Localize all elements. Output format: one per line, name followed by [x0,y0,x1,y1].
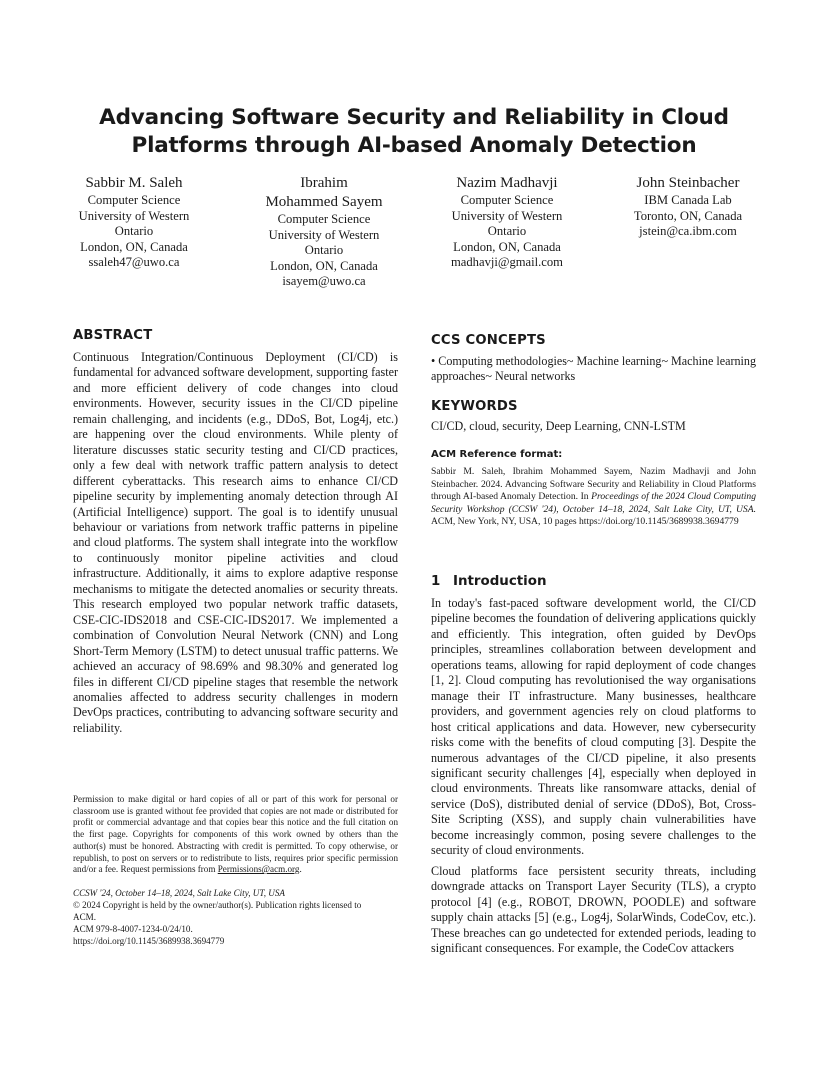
reference-format [431,466,756,529]
author-name: Nazim Madhavji [456,175,558,191]
author-affiliation: Ontario [304,243,344,257]
author-location: London, ON, Canada [270,258,378,273]
permission-email-link[interactable]: Permissions@acm.org [217,864,300,875]
author-name-line-2: Mohammed Sayem [265,194,383,210]
author-affiliation: University of Western [78,208,190,223]
copyright-line: © 2024 Copyright is held by the owner/author(s). Publication rights licensed to ACM. [73,900,362,922]
permission-notice: Permission to make digital or hard copies of all or part of this work for personal or classroom use is granted without fee provided that copies are not made or distributed for profit or commercial advantage and that copies bear this notice and the full citation on the first page. Copyrights for components of this work owned by others than the author(s) must be honored. Abstracting with credit is permitted. To copy otherwise, or republish, to post on servers or to redistribute to lists, requires prior specific permission and/or a fee. Request permissions from Permissions@acm.org. [73,794,398,875]
abstract-text: Continuous Integration/Continuous Deployment (CI/CD) is fundamental for advanced software development, supporting faster and more efficient delivery of code changes into cloud environments. However, security issues in the CI/CD pipeline remain challenging, and incidents (e.g., DDoS, Bot, Log4j, etc.) are happening over the cloud environments. While plenty of literature discusses static security testing and CI/CD practices, only a few deal with network traffic pattern analysis to detect different cyberattacks. This research aims to enhance CI/CD pipeline security by implementing anomaly detection through AI (Artificial Intelligence) support. The goal is to identify unusual behaviour or variations from network traffic patterns in pipeline and cloud platforms. The system shall integrate into the workflow to continuously monitor pipeline activities and cloud infrastructure. Additionally, it aims to explore adaptive response mechanisms to mitigate the detected anomalies or security threats. This research employed two popular network traffic datasets, CSE-CIC-IDS2018 and CSE-CIC-IDS2017. We implemented a combination of Convolution Neural Network (CNN) and Long Short-Term Memory (LSTM) to detect unusual traffic patterns. We achieved an accuracy of 98.69% and 98.30% and generated log files in different CI/CD pipeline stages that resemble the network anomalies affected to address security challenges in modern DevOps practices, contributing to advancing software security and reliability. [73,350,398,735]
ccs-heading: CCS CONCEPTS [431,333,546,348]
introduction-heading [431,574,547,589]
paper-title [60,104,768,160]
author-affiliation: Ontario [487,224,527,238]
reference-heading: ACM Reference format: [431,449,563,460]
reference-authors: Sabbir M. Saleh, Ibrahim Mohammed Sayem, Nazim Madhavji and John Steinbacher. 2024. Advancing Software Security and Reliability in Cloud Platforms through AI-based Anomaly Detection. In [431,466,756,503]
author-email[interactable]: isayem@uwo.ca [282,274,366,288]
author-location: Toronto, ON, Canada [633,208,743,223]
reference-tail: ACM, New York, NY, USA, 10 pages https://doi.org/10.1145/3689938.3694779 [431,516,739,528]
introduction-paragraph-2: Cloud platforms face persistent security threats, including downgrade attacks on Transport Layer Security (TLS), a crypto protocol [4] (e.g., ROBOT, DROWN, POODLE) and software supply chain attacks [5] (e.g., Log4j, SolarWinds, CodeCov, etc.). These breaches can go undetected for extended periods, leading to significant consequences. For example, the CodeCov attackers [431,864,756,956]
author-email[interactable]: ssaleh47@uwo.ca [88,255,180,269]
author-name: John Steinbacher [636,175,740,191]
doi-link[interactable]: https://doi.org/10.1145/3689938.3694779 [73,936,225,946]
author-email[interactable]: jstein@ca.ibm.com [639,224,737,238]
author-1 [64,174,204,271]
author-2 [252,174,396,290]
author-block [0,174,828,294]
ccs-text: • Computing methodologies~ Machine learning~ Machine learning approaches~ Neural networks [431,354,756,384]
title-line-2: Platforms through AI-based Anomaly Detection [131,133,697,158]
author-affiliation: Computer Science [460,193,554,207]
author-location: London, ON, Canada [453,239,561,254]
author-name: Ibrahim [300,175,348,191]
abstract-heading: ABSTRACT [73,328,153,343]
author-affiliation: IBM Canada Lab [644,193,732,207]
keywords-heading: KEYWORDS [431,399,518,414]
section-number: 1 [431,574,441,589]
author-affiliation: Computer Science [87,193,181,207]
author-affiliation: Computer Science [277,212,371,226]
author-email[interactable]: madhavji@gmail.com [451,255,563,269]
venue-line: CCSW '24, October 14–18, 2024, Salt Lake City, UT, USA [73,888,285,898]
author-affiliation: University of Western [268,227,380,242]
isbn-line: ACM 979-8-4007-1234-0/24/10. [73,924,193,934]
author-location: London, ON, Canada [80,239,188,254]
section-title: Introduction [453,574,547,589]
author-affiliation: Ontario [114,224,154,238]
author-name: Sabbir M. Saleh [85,175,183,191]
title-line-1: Advancing Software Security and Reliability in Cloud [99,105,729,130]
keywords-text: CI/CD, cloud, security, Deep Learning, CNN-LSTM [431,419,686,433]
permission-text: Permission to make digital or hard copies of all or part of this work for personal or classroom use is granted without fee provided that copies are not made or distributed for profit or commercial advantage and that copies bear this notice and the full citation on the first page. Copyrights for components of this work owned by others than the author(s) must be honored. Abstracting with credit is permitted. To copy otherwise, or republish, to post on servers or to redistribute to lists, requires prior specific permission and/or a fee. Request permissions from [73,794,398,875]
introduction-paragraph-1: In today's fast-paced software development world, the CI/CD pipeline becomes the foundation of delivering applications quickly and efficiently. This integration, often guided by DevOps principles, streamlines collaboration between development and operations teams, allowing for rapid deployment of code changes [1, 2]. Cloud computing has revolutionised the way organisations manage their IT infrastructure. Many businesses, healthcare providers, and government agencies rely on cloud platforms to host critical applications and data. However, new cybersecurity risks come with the benefits of cloud computing [3]. Despite the numerous advantages of the CI/CD pipeline, it also presents significant security challenges [4], especially when deployed in cloud environments. Threats like ransomware attacks, denial of service (DoS), distributed denial of service (DDoS), Bot, Cross-Site Scripting (XSS), and supply chain vulnerabilities have become increasingly common, posing severe challenges to the security of cloud environments. [431,596,756,858]
author-3 [436,174,578,271]
author-4 [618,174,758,240]
author-affiliation: University of Western [451,208,563,223]
reference-proceedings: Proceedings of the 2024 Cloud Computing Security Workshop (CCSW '24), October 14–18, 2024, Salt Lake City, UT, USA. [431,491,756,515]
